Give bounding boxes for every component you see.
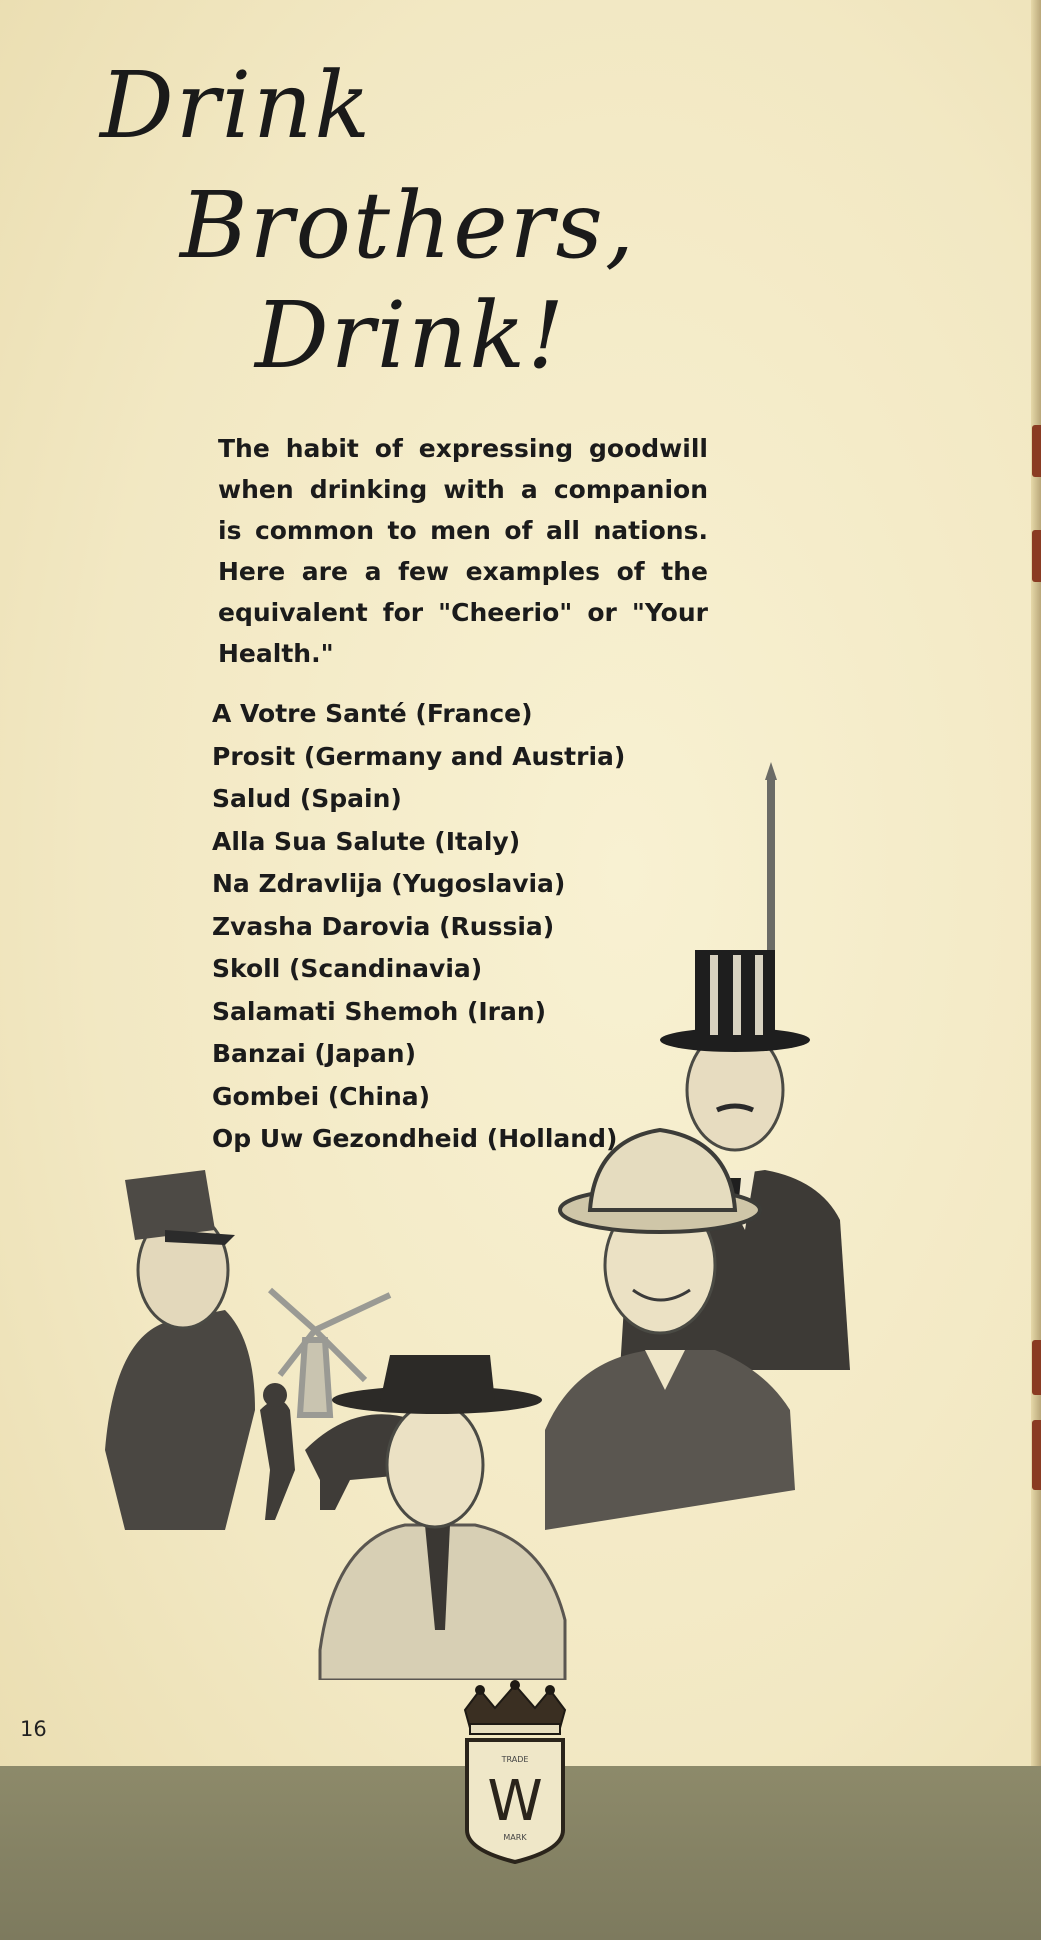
intro-paragraph: The habit of expressing goodwill when drinking with a companion is common to men of all nations. Here are a few examples of the equivalent for "Cheerio" or "Your Health." bbox=[218, 434, 708, 668]
binding-ring bbox=[1032, 1340, 1041, 1395]
soldier-figure bbox=[105, 1170, 255, 1530]
binding-ring bbox=[1032, 425, 1041, 477]
page-edge bbox=[1031, 0, 1041, 1766]
tower-icon bbox=[765, 762, 777, 960]
toast-item: Salud (Spain) bbox=[212, 784, 402, 813]
toast-item: Alla Sua Salute (Italy) bbox=[212, 826, 521, 856]
binding-ring bbox=[1032, 530, 1041, 582]
binding-ring bbox=[1032, 1420, 1041, 1490]
trademark-bottom-text: MARK bbox=[503, 1833, 527, 1842]
toast-item: Zvasha Darovia (Russia) bbox=[212, 911, 555, 941]
toast-item: Op Uw Gezondheid (Holland) bbox=[212, 1124, 618, 1153]
toast-item: Na Zdravlija (Yugoslavia) bbox=[212, 869, 566, 898]
page-number: 16 bbox=[20, 1717, 47, 1741]
title-line-2: Brothers, bbox=[180, 172, 637, 279]
sombrero-man-figure bbox=[320, 1355, 565, 1680]
men-of-all-nations-illustration bbox=[105, 750, 945, 1680]
trademark-letter: W bbox=[487, 1769, 543, 1834]
toast-item: Salamati Shemoh (Iran) bbox=[212, 996, 547, 1026]
toast-item: Gombei (China) bbox=[212, 1081, 431, 1111]
toast-item: A Votre Santé (France) bbox=[212, 699, 533, 728]
toast-item: Banzai (Japan) bbox=[212, 1039, 417, 1068]
toast-item: Skoll (Scandinavia) bbox=[212, 954, 483, 983]
title-line-3: Drink! bbox=[255, 282, 567, 389]
trademark-crest-icon bbox=[455, 1680, 575, 1865]
title-line-1: Drink bbox=[100, 52, 373, 159]
trademark-top-text: TRADE bbox=[501, 1755, 529, 1764]
toast-item: Prosit (Germany and Austria) bbox=[212, 741, 626, 771]
crown-icon bbox=[465, 1680, 565, 1734]
